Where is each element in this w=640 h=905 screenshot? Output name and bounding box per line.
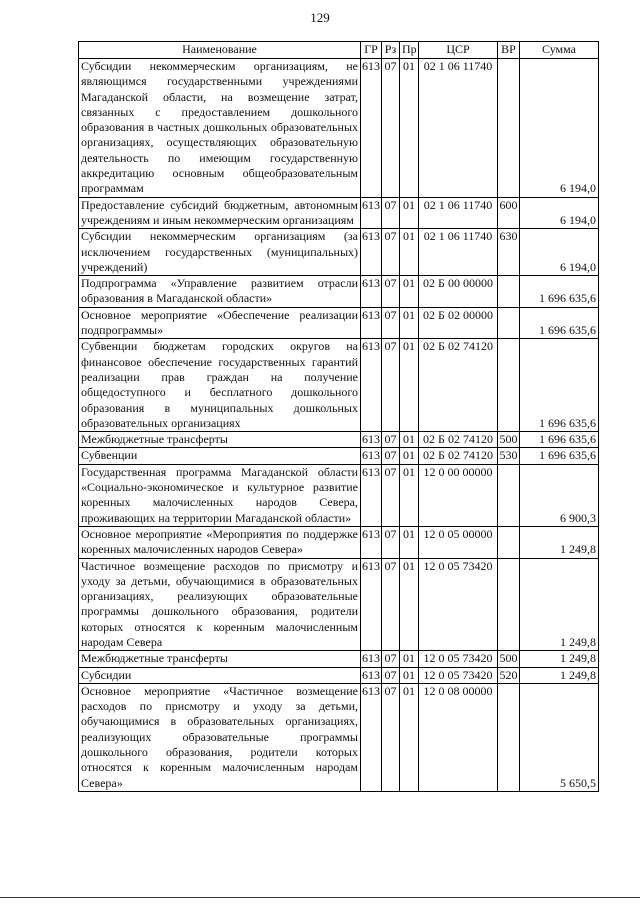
row-name: Предоставление субсидий бюджетным, автономным учреждениям и иным некоммерческим организациям [79,197,361,229]
table-row [79,558,599,651]
row-pr: 01 [400,558,419,651]
row-sum: 1 696 635,6 [520,339,599,432]
row-rz: 07 [382,276,400,308]
row-gr: 613 [361,276,382,308]
row-csr: 02 Б 02 00000 [419,307,498,339]
row-sum: 1 696 635,6 [520,448,599,464]
row-rz: 07 [382,667,400,683]
row-pr: 01 [400,651,419,667]
row-name: Субсидии некоммерческим организациям (за исключением государственных (муниципальных) учреждений) [79,229,361,276]
row-pr: 01 [400,229,419,276]
row-rz: 07 [382,651,400,667]
row-name: Основное мероприятие «Обеспечение реализации подпрограммы» [79,307,361,339]
row-pr: 01 [400,526,419,558]
row-vr: 630 [498,229,520,276]
row-pr: 01 [400,307,419,339]
table-row [79,307,599,339]
table-row [79,683,599,791]
row-pr: 01 [400,59,419,198]
row-csr: 02 1 06 11740 [419,229,498,276]
header-gr: ГР [361,42,382,59]
row-sum: 1 249,8 [520,667,599,683]
row-gr: 613 [362,651,380,666]
row-gr: 613 [362,432,380,447]
row-rz: 07 [382,558,400,651]
row-name: Субсидии некоммерческим организациям, не являющимся государственными учреждениями Магаданской области, на возмещение затрат, связанных с предоставлением дошкольного образования в частных дошкольных образовательных организациях, осуществляющих образовательную деятельность по имеющим государственную аккредитацию основным общеобразовательным программам [79,59,361,198]
row-name: Подпрограмма «Управление развитием отрасли образования в Магаданской области» [79,276,361,308]
table-row [79,197,599,229]
header-rz: Рз [382,42,400,59]
row-vr [498,558,520,651]
row-csr: 12 0 05 73420 [419,558,498,651]
table-row [79,667,599,683]
table-row [79,59,599,198]
row-rz: 07 [382,683,400,791]
table-row [79,229,599,276]
row-pr: 01 [400,448,419,464]
row-csr: 02 Б 00 00000 [419,276,498,308]
header-sum: Сумма [520,42,599,59]
row-rz: 07 [382,464,400,526]
row-vr [498,683,520,791]
table-row [79,339,599,432]
row-sum: 1 696 635,6 [520,276,599,308]
row-vr: 520 [499,667,518,682]
header-pr: Пр [400,42,419,59]
row-pr: 01 [400,276,419,308]
header-csr: ЦСР [419,42,498,59]
row-vr [498,307,520,339]
row-vr [498,59,520,198]
row-pr: 01 [400,339,419,432]
row-csr: 12 0 00 00000 [419,464,498,526]
budget-table [78,41,599,792]
table-row [79,432,599,448]
row-gr: 613 [361,464,382,526]
row-csr: 02 Б 02 74120 [419,432,498,448]
row-vr [498,464,520,526]
row-gr: 613 [361,339,382,432]
row-csr: 02 1 06 11740 [419,59,498,198]
header-vr: ВР [498,42,520,59]
row-csr: 02 Б 02 74120 [419,448,498,464]
row-pr: 01 [400,464,419,526]
page-bottom-rule [0,897,640,898]
row-csr: 02 1 06 11740 [419,197,498,229]
table-row [79,464,599,526]
row-gr: 613 [362,448,380,463]
row-vr [498,276,520,308]
row-vr: 530 [499,448,518,463]
row-gr: 613 [361,307,382,339]
table-row [79,651,599,667]
table-header-row [79,42,599,59]
row-gr: 613 [361,197,382,229]
row-csr: 02 Б 02 74120 [419,339,498,432]
row-sum: 6 194,0 [520,197,599,229]
row-name: Основное мероприятие «Частичное возмещение расходов по присмотру и уходу за детьми, обучающимися в образовательных организациях, реализующих образовательные программы дошкольного образования, родители которых относятся к коренным малочисленным народам Севера» [79,683,361,791]
row-gr: 613 [361,558,382,651]
row-csr: 12 0 08 00000 [419,683,498,791]
table-row [79,448,599,464]
header-name: Наименование [79,42,361,59]
row-gr: 613 [361,683,382,791]
row-name: Межбюджетные трансферты [79,651,361,667]
row-name: Межбюджетные трансферты [79,432,361,448]
row-rz: 07 [382,229,400,276]
row-sum: 5 650,5 [520,683,599,791]
row-csr: 12 0 05 73420 [419,651,498,667]
table-row [79,526,599,558]
row-vr [498,339,520,432]
row-sum: 1 696 635,6 [520,432,599,448]
row-pr: 01 [400,197,419,229]
row-rz: 07 [382,448,400,464]
row-rz: 07 [382,339,400,432]
row-name: Субсидии [79,667,361,683]
row-csr: 12 0 05 73420 [419,667,498,683]
row-name: Субвенции [79,448,361,464]
row-rz: 07 [382,526,400,558]
row-name: Основное мероприятие «Мероприятия по поддержке коренных малочисленных народов Севера» [79,526,361,558]
page-number: 129 [310,10,330,25]
row-gr: 613 [362,667,380,682]
row-sum: 1 696 635,6 [520,307,599,339]
row-gr: 613 [361,229,382,276]
row-name: Государственная программа Магаданской области «Социально-экономическое и культурное развитие коренных малочисленных народов Севера, проживающих на территории Магаданской области» [79,464,361,526]
row-rz: 07 [382,307,400,339]
row-pr: 01 [400,667,419,683]
row-sum: 6 194,0 [520,59,599,198]
row-pr: 01 [400,683,419,791]
row-vr [498,526,520,558]
row-gr: 613 [361,526,382,558]
row-sum: 1 249,8 [520,558,599,651]
row-sum: 6 194,0 [520,229,599,276]
row-gr: 613 [361,59,382,198]
row-sum: 6 900,3 [520,464,599,526]
row-pr: 01 [400,432,419,448]
row-name: Частичное возмещение расходов по присмотру и уходу за детьми, обучающимися в образовательных организациях, реализующих образовательные программы дошкольного образования, родители которых относятся к коренным малочисленным народам Севера [79,558,361,651]
row-sum: 1 249,8 [520,651,599,667]
row-vr: 500 [499,651,518,666]
row-sum: 1 249,8 [520,526,599,558]
table-row [79,276,599,308]
row-rz: 07 [382,59,400,198]
row-name: Субвенции бюджетам городских округов на финансовое обеспечение государственных гарантий реализации прав граждан на получение общедоступного и бесплатного дошкольного образования в муниципальных дошкольных образовательных организациях [79,339,361,432]
row-csr: 12 0 05 00000 [419,526,498,558]
row-vr: 600 [498,197,520,229]
row-rz: 07 [382,197,400,229]
row-rz: 07 [382,432,400,448]
row-vr: 500 [499,432,518,447]
